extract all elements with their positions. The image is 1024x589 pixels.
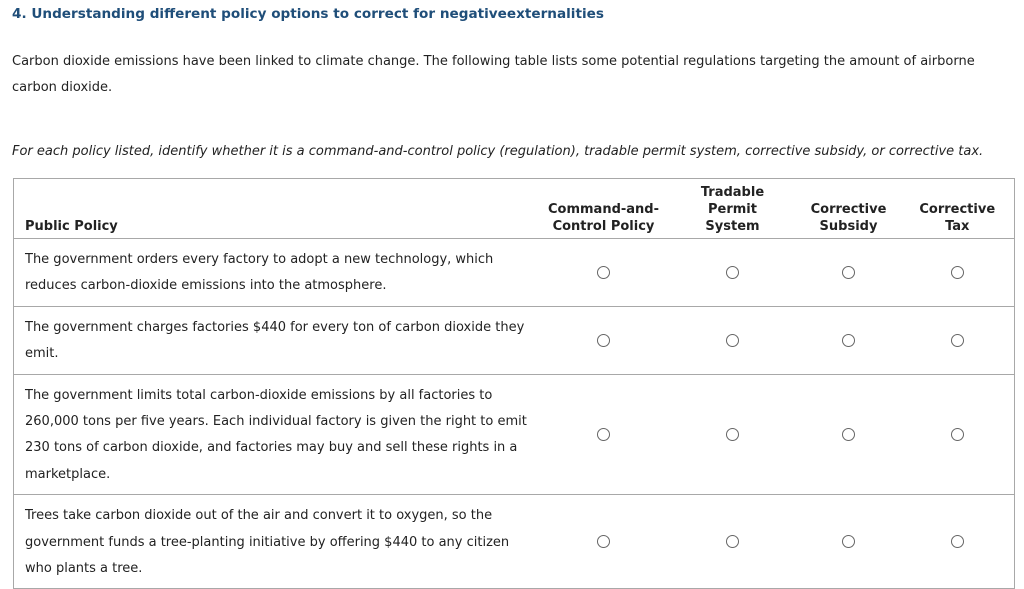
radio-corrective-subsidy[interactable] [842,428,855,441]
policy-description: The government charges factories $440 for every ton of carbon dioxide they emit. [14,306,539,374]
radio-corrective-subsidy[interactable] [842,266,855,279]
table-header-row [14,179,1015,239]
question-instruction: For each policy listed, identify whether it is a command-and-control policy (regulation), tradable permit system, corrective subsidy, or corrective tax. [12,144,984,159]
radio-corrective-tax[interactable] [951,334,964,347]
header-line: Tax [945,219,970,234]
radio-cell [901,495,1015,589]
radio-command-and-control[interactable] [597,266,610,279]
radio-tradable-permit[interactable] [726,266,739,279]
radio-corrective-tax[interactable] [951,535,964,548]
policy-description: The government limits total carbon-dioxide emissions by all factories to 260,000 tons per five years. Each individual factory is given the right to emit 230 tons of carbon dioxide, and factories may buy and sell these rights in a marketplace. [14,374,539,495]
header-line: Corrective [919,202,996,217]
table-row [14,374,1015,495]
question-title: 4. Understanding different policy options to correct for negativeexternalities [12,6,604,22]
radio-cell [901,374,1015,495]
radio-cell [797,495,901,589]
radio-tradable-permit[interactable] [726,428,739,441]
radio-command-and-control[interactable] [597,334,610,347]
radio-command-and-control[interactable] [597,428,610,441]
radio-cell [539,239,669,307]
radio-cell [539,374,669,495]
radio-cell [901,306,1015,374]
radio-cell [901,239,1015,307]
header-command-and-control [539,179,669,239]
radio-corrective-subsidy[interactable] [842,535,855,548]
radio-cell [539,306,669,374]
header-line: Tradable [700,185,765,200]
policy-table [13,178,1015,589]
table-row [14,306,1015,374]
radio-cell [669,374,797,495]
header-corrective-tax [901,179,1015,239]
header-line: Permit [708,202,757,217]
radio-tradable-permit[interactable] [726,535,739,548]
radio-command-and-control[interactable] [597,535,610,548]
policy-description: Trees take carbon dioxide out of the air and convert it to oxygen, so the government funds a tree-planting initiative by offering $440 to any citizen who plants a tree. [14,495,539,589]
radio-cell [797,306,901,374]
radio-cell [669,495,797,589]
header-tradable-permit [669,179,797,239]
radio-cell [669,239,797,307]
radio-cell [797,239,901,307]
radio-tradable-permit[interactable] [726,334,739,347]
header-corrective-subsidy [797,179,901,239]
radio-cell [539,495,669,589]
table-row [14,495,1015,589]
header-public-policy: Public Policy [25,219,118,234]
radio-corrective-tax[interactable] [951,266,964,279]
header-line: System [705,219,760,234]
header-line: Subsidy [819,219,878,234]
radio-cell [797,374,901,495]
radio-cell [669,306,797,374]
header-line: Corrective [810,202,887,217]
header-line: Command-and- [547,202,660,217]
table-row [14,239,1015,307]
question-intro: Carbon dioxide emissions have been linked to climate change. The following table lists some potential regulations targeting the amount of airborne carbon dioxide. [12,54,975,95]
radio-corrective-subsidy[interactable] [842,334,855,347]
policy-description: The government orders every factory to adopt a new technology, which reduces carbon-dioxide emissions into the atmosphere. [14,239,539,307]
header-line: Control Policy [552,219,655,234]
radio-corrective-tax[interactable] [951,428,964,441]
